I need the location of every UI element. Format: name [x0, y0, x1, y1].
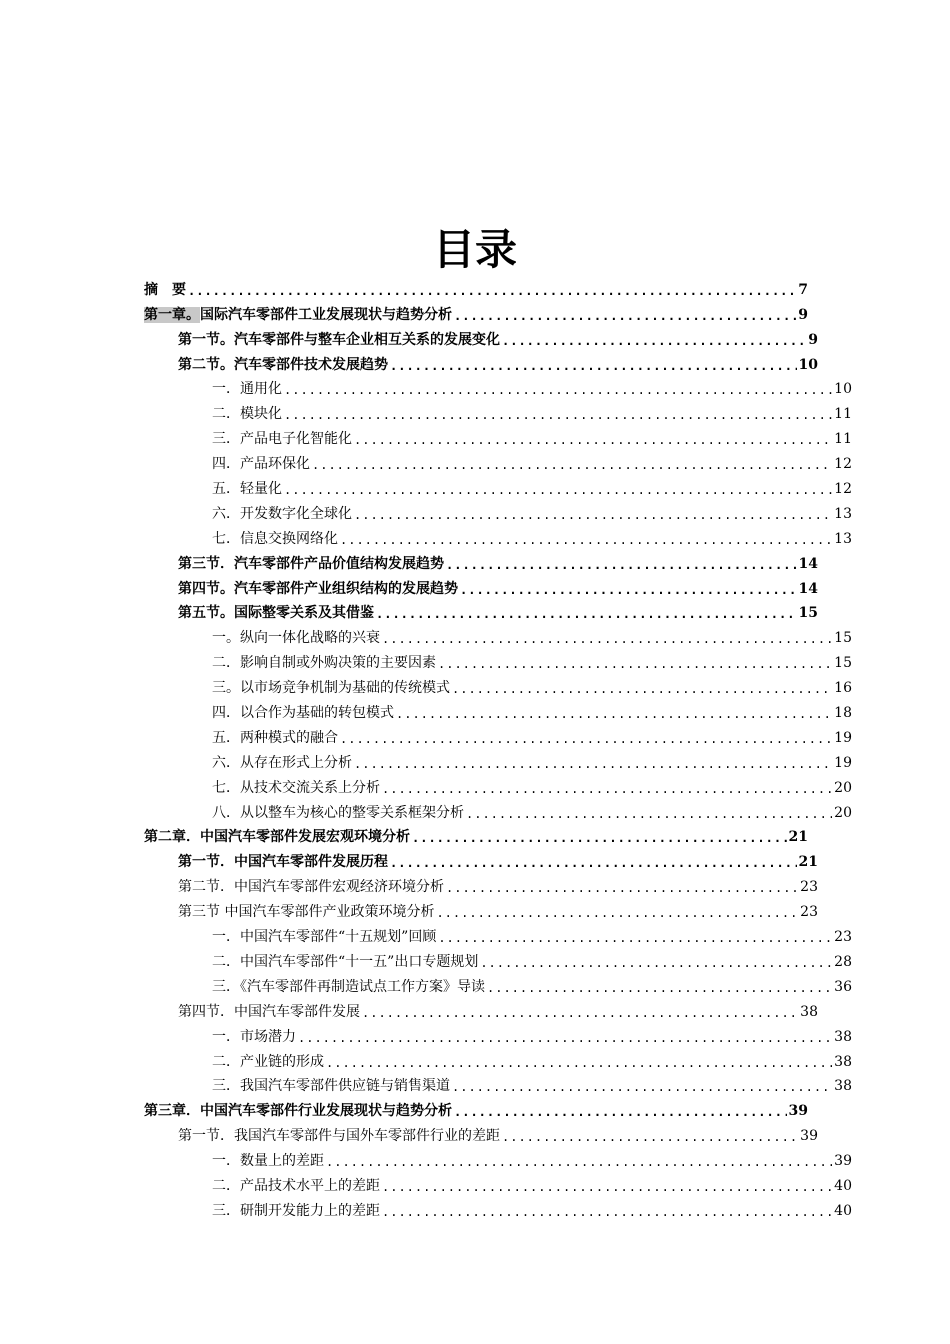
toc-dot-leader [284, 407, 832, 423]
toc-dot-leader [382, 781, 832, 797]
toc-entry-label: 第三节 中国汽车零部件产业政策环境分析 [178, 904, 435, 921]
toc-dot-leader [354, 507, 832, 523]
toc-dot-leader [382, 631, 832, 647]
toc-entry-label: 一．中国汽车零部件“十五规划”回顾 [212, 929, 437, 946]
toc-page-number: 39 [788, 1103, 808, 1120]
toc-entry-label: 一．数量上的差距 [212, 1153, 324, 1170]
toc-page-number: 14 [798, 555, 818, 572]
toc-entry[interactable] [144, 772, 852, 797]
toc-page-number: 19 [834, 754, 852, 771]
toc-dot-leader [354, 756, 832, 772]
toc-entry[interactable] [144, 647, 852, 672]
toc-entry-label: 二．影响自制或外购决策的主要因素 [212, 655, 436, 672]
toc-page-number: 39 [834, 1153, 852, 1170]
toc-entry-label: 第四节。汽车零部件产业组织结构的发展趋势 [178, 580, 458, 597]
toc-page-number: 10 [834, 381, 852, 398]
toc-entry[interactable] [144, 846, 818, 871]
toc-dot-leader [502, 333, 806, 349]
toc-page-number: 20 [834, 779, 852, 796]
toc-entry-label: 五．轻量化 [212, 481, 282, 498]
toc-dot-leader [188, 283, 796, 299]
toc-entry-label: 三．《汽车零部件再制造试点工作方案》导读 [212, 978, 485, 995]
toc-entry[interactable] [144, 598, 818, 623]
toc-dot-leader [436, 905, 798, 921]
toc-entry-label: 六．从存在形式上分析 [212, 754, 352, 771]
toc-entry[interactable] [144, 921, 852, 946]
toc-entry[interactable] [144, 697, 852, 722]
toc-entry[interactable] [144, 448, 852, 473]
toc-entry[interactable] [144, 548, 818, 573]
toc-entry[interactable] [144, 274, 808, 299]
toc-entry-label: 六．开发数字化全球化 [212, 505, 352, 522]
toc-dot-leader [454, 308, 796, 324]
toc-entry-label: 一．市场潜力 [212, 1028, 296, 1045]
toc-entry[interactable] [144, 498, 852, 523]
toc-page-number: 36 [834, 978, 852, 995]
toc-entry[interactable] [144, 374, 852, 399]
toc-entry[interactable] [144, 722, 852, 747]
toc-page-number: 38 [834, 1078, 852, 1095]
toc-dot-leader [452, 681, 832, 697]
toc-page-number: 39 [800, 1128, 818, 1145]
toc-dot-leader [452, 1079, 832, 1095]
toc-dot-leader [466, 806, 832, 822]
toc-entry-label: 三．研制开发能力上的差距 [212, 1202, 380, 1219]
toc-entry-label: 第三章．中国汽车零部件行业发展现状与趋势分析 [144, 1103, 452, 1120]
toc-entry[interactable] [144, 398, 852, 423]
toc-entry-label: 二．产品技术水平上的差距 [212, 1177, 380, 1194]
toc-dot-leader [396, 706, 832, 722]
toc-dot-leader [438, 656, 832, 672]
toc-entry[interactable] [144, 299, 808, 324]
toc-page-number: 11 [834, 431, 852, 448]
toc-dot-leader [312, 457, 832, 473]
toc-entry[interactable] [144, 822, 808, 847]
toc-entry[interactable] [144, 996, 818, 1021]
toc-page-number: 40 [834, 1202, 852, 1219]
toc-entry[interactable] [144, 1170, 852, 1195]
toc-entry-label: 三．我国汽车零部件供应链与销售渠道 [212, 1078, 450, 1095]
toc-entry-label: 二．模块化 [212, 406, 282, 423]
toc-dot-leader [298, 1030, 832, 1046]
toc-dot-leader [390, 358, 797, 374]
toc-entry-label: 七．从技术交流关系上分析 [212, 779, 380, 796]
toc-page-number: 9 [808, 331, 818, 348]
toc-entry-label: 第一章。国际汽车零部件工业发展现状与趋势分析 [144, 306, 452, 323]
toc-entry[interactable] [144, 896, 818, 921]
toc-entry-label: 第五节。国际整零关系及其借鉴 [178, 605, 374, 622]
toc-entry-label: 第三节．汽车零部件产品价值结构发展趋势 [178, 555, 444, 572]
toc-entry[interactable] [144, 1120, 818, 1145]
toc-dot-leader [362, 1005, 798, 1021]
toc-page-number: 13 [834, 530, 852, 547]
toc-dot-leader [446, 557, 797, 573]
toc-page-number: 15 [834, 630, 852, 647]
toc-dot-leader [284, 482, 832, 498]
toc-entry-label: 四．以合作为基础的转包模式 [212, 705, 394, 722]
toc-entry-label: 第一节。汽车零部件与整车企业相互关系的发展变化 [178, 331, 500, 348]
toc-entry[interactable] [144, 1095, 808, 1120]
toc-page-number: 23 [800, 879, 818, 896]
toc-entry[interactable] [144, 797, 852, 822]
toc-page-number: 12 [834, 456, 852, 473]
toc-dot-leader [340, 731, 832, 747]
toc-entry-label: 一．通用化 [212, 381, 282, 398]
toc-page-number: 11 [834, 406, 852, 423]
table-of-contents [144, 274, 852, 1220]
toc-page-number: 13 [834, 505, 852, 522]
toc-dot-leader [354, 432, 832, 448]
toc-entry-label: 第二章．中国汽车零部件发展宏观环境分析 [144, 829, 410, 846]
toc-dot-leader [446, 880, 798, 896]
toc-page-number: 15 [798, 605, 818, 622]
toc-entry-label: 五．两种模式的融合 [212, 729, 338, 746]
toc-page-number: 19 [834, 729, 852, 746]
toc-dot-leader [376, 606, 797, 622]
toc-page-number: 38 [834, 1053, 852, 1070]
toc-entry-label: 第一节．中国汽车零部件发展历程 [178, 854, 388, 871]
toc-entry[interactable] [144, 1071, 852, 1096]
toc-dot-leader [340, 532, 832, 548]
toc-page-number: 21 [788, 829, 808, 846]
toc-page-number: 10 [798, 356, 818, 373]
toc-entry-label: 第四节．中国汽车零部件发展 [178, 1003, 360, 1020]
toc-entry-label: 三．产品电子化智能化 [212, 431, 352, 448]
page-title: 目录 [432, 225, 517, 274]
toc-page-number: 23 [800, 904, 818, 921]
toc-page-number: 40 [834, 1177, 852, 1194]
toc-page-number: 15 [834, 655, 852, 672]
toc-page-number: 16 [834, 680, 852, 697]
toc-page-number: 12 [834, 481, 852, 498]
toc-page-number: 7 [798, 281, 808, 298]
toc-page-number: 21 [798, 854, 818, 871]
toc-page-number: 20 [834, 804, 852, 821]
toc-page-number: 18 [834, 705, 852, 722]
toc-page-number: 38 [834, 1028, 852, 1045]
toc-dot-leader [480, 955, 832, 971]
toc-entry-label: 三。以市场竞争机制为基础的传统模式 [212, 680, 450, 697]
toc-page-number: 23 [834, 929, 852, 946]
toc-dot-leader [502, 1129, 798, 1145]
toc-entry[interactable] [144, 871, 818, 896]
toc-entry[interactable] [144, 1145, 852, 1170]
toc-entry[interactable] [144, 672, 852, 697]
toc-entry-label: 四．产品环保化 [212, 456, 310, 473]
toc-entry[interactable] [144, 349, 818, 374]
toc-dot-leader [284, 382, 832, 398]
toc-page-number: 14 [798, 580, 818, 597]
toc-page-number: 9 [798, 306, 808, 323]
toc-dot-leader [454, 1104, 787, 1120]
toc-entry[interactable] [144, 946, 852, 971]
toc-entry[interactable] [144, 747, 852, 772]
toc-entry[interactable] [144, 324, 818, 349]
toc-entry-label: 第二节。汽车零部件技术发展趋势 [178, 356, 388, 373]
toc-dot-leader [390, 855, 797, 871]
toc-entry-label: 摘 要 [144, 281, 186, 298]
toc-entry[interactable] [144, 523, 852, 548]
toc-entry[interactable] [144, 622, 852, 647]
toc-dot-leader [412, 830, 787, 846]
toc-entry[interactable] [144, 473, 852, 498]
toc-dot-leader [382, 1204, 832, 1220]
toc-dot-leader [326, 1055, 832, 1071]
toc-entry-label: 第一节．我国汽车零部件与国外车零部件行业的差距 [178, 1128, 500, 1145]
toc-entry[interactable] [144, 423, 852, 448]
toc-dot-leader [438, 930, 832, 946]
toc-entry[interactable] [144, 1195, 852, 1220]
toc-entry-label: 八．从以整车为核心的整零关系框架分析 [212, 804, 464, 821]
toc-dot-leader [487, 980, 832, 996]
toc-entry[interactable] [144, 573, 818, 598]
toc-entry-label: 一。纵向一体化战略的兴衰 [212, 630, 380, 647]
toc-entry-label: 二．中国汽车零部件“十一五”出口专题规划 [212, 953, 479, 970]
toc-entry[interactable] [144, 971, 852, 996]
toc-page-number: 28 [834, 953, 852, 970]
toc-dot-leader [382, 1179, 832, 1195]
toc-entry-label: 二．产业链的形成 [212, 1053, 324, 1070]
toc-entry[interactable] [144, 1046, 852, 1071]
toc-dot-leader [460, 582, 797, 598]
toc-entry-label: 第二节．中国汽车零部件宏观经济环境分析 [178, 879, 444, 896]
toc-page-number: 38 [800, 1003, 818, 1020]
toc-entry[interactable] [144, 1021, 852, 1046]
toc-entry-label: 七．信息交换网络化 [212, 530, 338, 547]
toc-dot-leader [326, 1154, 832, 1170]
